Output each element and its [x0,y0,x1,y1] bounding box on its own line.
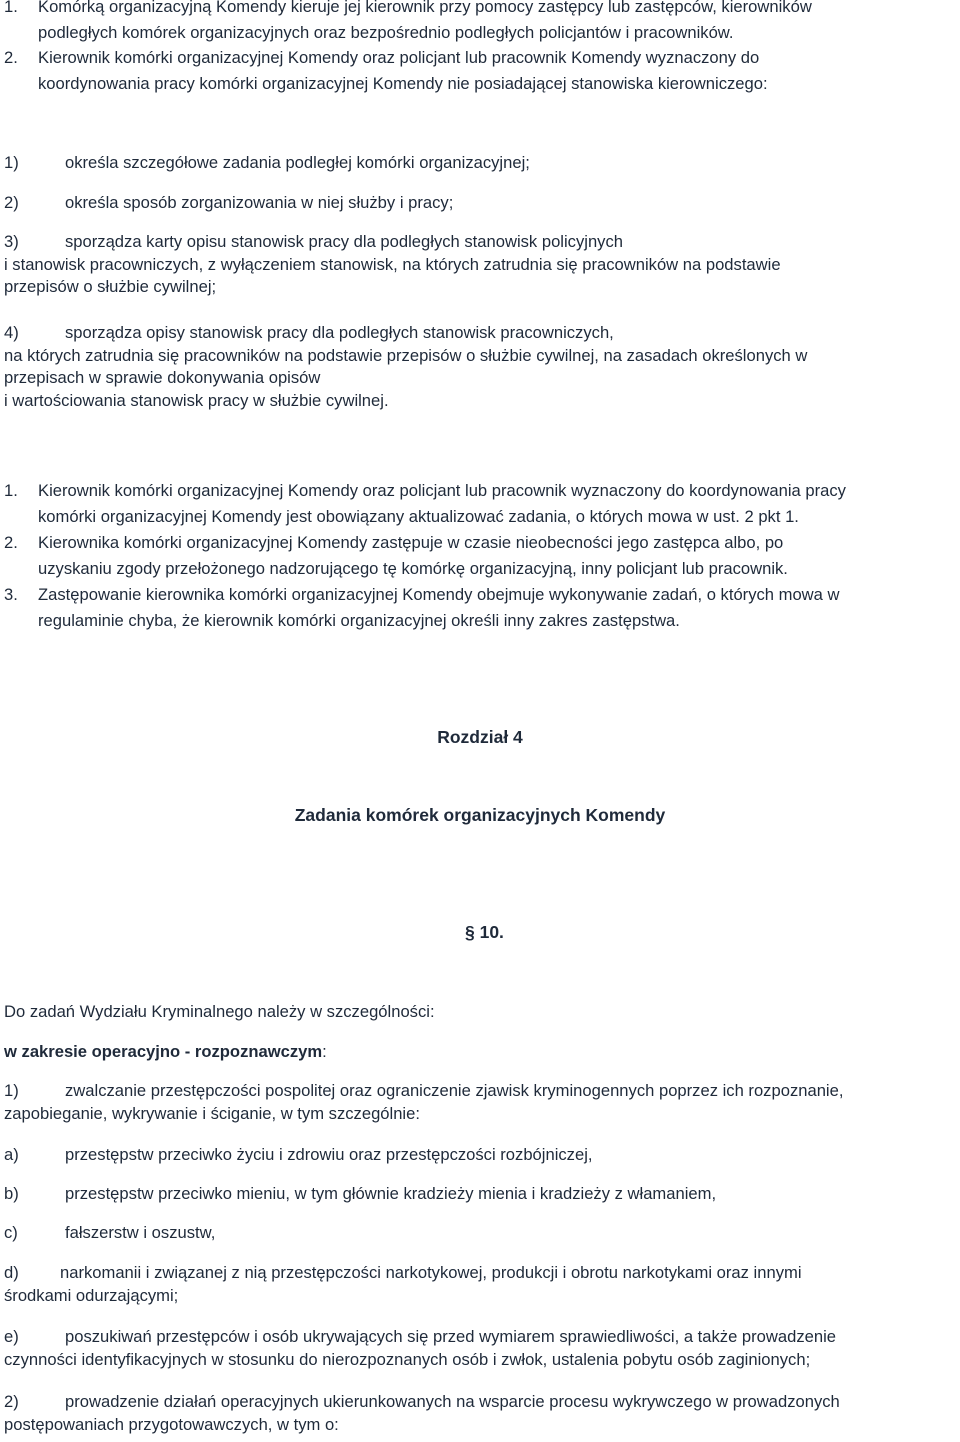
item-line: zapobieganie, wykrywanie i ściganie, w tym szczególnie: [4,1103,420,1123]
duty-item [4,231,956,299]
second-numbered-list [4,478,952,634]
item-line: Kierownik komórki organizacyjnej Komendy oraz policjant lub pracownik wyznaczony do koordynowania pracy [38,481,846,500]
item-number: 1. [4,481,18,500]
item-number: 1. [4,0,18,16]
item-number: a) [4,1145,19,1164]
item-line: określa szczegółowe zadania podległej komórki organizacyjnej; [65,153,530,172]
scope-bold: w zakresie operacyjno - rozpoznawczym [4,1042,323,1061]
list-item [4,530,952,582]
item-number: 1) [4,153,19,172]
list-item [4,582,952,634]
item-line: środkami odurzającymi; [4,1285,179,1305]
item-number: c) [4,1223,18,1242]
task-item [4,1222,956,1245]
scope-colon: : [322,1042,327,1061]
item-line: Komórką organizacyjną Komendy kieruje jej kierownik przy pomocy zastępcy lub zastępców, kierowników [38,0,812,16]
task-item [4,1262,956,1307]
item-number: 1) [4,1081,19,1100]
item-line: czynności identyfikacyjnych w stosunku do nierozpoznanych osób i zwłok, ustalenia pobytu osób zaginionych; [4,1349,811,1369]
duty-item [4,152,956,175]
item-number: e) [4,1327,19,1346]
item-line: narkomanii i związanej z nią przestępczości narkotykowej, produkcji i obrotu narkotykami oraz innymi [60,1263,802,1282]
item-line: sporządza opisy stanowisk pracy dla podległych stanowisk pracowniczych, [65,323,614,342]
item-line: komórki organizacyjnej Komendy jest obowiązany aktualizować zadania, o których mowa w ust. 2 pkt 1. [38,507,799,526]
task-item [4,1183,956,1206]
duty-item [4,322,956,412]
item-line: przestępstw przeciwko życiu i zdrowiu oraz przestępczości rozbójniczej, [65,1145,593,1164]
list-item [4,0,952,45]
item-line: podległych komórek organizacyjnych oraz bezpośrednio podległych policjantów i pracowników. [38,22,734,42]
intro-text: Do zadań Wydziału Kryminalnego należy w szczególności: [4,1002,435,1021]
item-line: i stanowisk pracowniczych, z wyłączeniem stanowisk, na których zatrudnia się pracowników na podstawie [4,254,781,274]
chapter-heading: Rozdział 4 [437,727,523,747]
item-line: przestępstw przeciwko mieniu, w tym głównie kradzieży mienia i kradzieży z włamaniem, [65,1184,717,1203]
item-number: 4) [4,323,19,342]
section-mark: § 10. [465,922,504,942]
task-item [4,1326,956,1371]
item-number: 3. [4,585,18,604]
item-line: Zastępowanie kierownika komórki organizacyjnej Komendy obejmuje wykonywanie zadań, o których mowa w [38,585,840,604]
chapter-title: Zadania komórek organizacyjnych Komendy [294,805,666,825]
item-line: fałszerstw i oszustw, [65,1223,216,1242]
item-line: Kierownik komórki organizacyjnej Komendy oraz policjant lub pracownik Komendy wyznaczony do [38,48,760,67]
list-item [4,478,952,530]
item-number: d) [4,1263,19,1282]
task-item [4,1080,956,1125]
item-number: 2) [4,1392,19,1411]
scope-heading [4,1041,956,1064]
item-line: określa sposób zorganizowania w niej służby i pracy; [65,193,454,212]
item-number: 2. [4,48,18,67]
duty-item [4,192,956,215]
item-number: 2. [4,533,18,552]
item-line: i wartościowania stanowisk pracy w służbie cywilnej. [4,390,389,410]
item-line: zwalczanie przestępczości pospolitej oraz ograniczenie zjawisk kryminogennych poprzez ich rozpoznanie, [65,1081,844,1100]
item-line: przepisach w sprawie dokonywania opisów [4,368,321,387]
item-number: b) [4,1184,19,1203]
item-line: sporządza karty opisu stanowisk pracy dla podległych stanowisk policyjnych [65,232,624,251]
item-line: poszukiwań przestępców i osób ukrywających się przed wymiarem sprawiedliwości, a także prowadzenie [65,1327,837,1346]
item-line: Kierownika komórki organizacyjnej Komendy zastępuje w czasie nieobecności jego zastępca albo, po [38,533,784,552]
item-line: prowadzenie działań operacyjnych ukierunkowanych na wsparcie procesu wykrywczego w prowadzonych [65,1392,840,1411]
item-line: koordynowania pracy komórki organizacyjnej Komendy nie posiadającej stanowiska kierowniczego: [38,73,768,93]
item-line: na których zatrudnia się pracowników na podstawie przepisów o służbie cywilnej, na zasadach określonych w [4,345,808,365]
task-item [4,1391,956,1436]
task-item [4,1144,956,1167]
item-number: 2) [4,193,19,212]
list-item [4,45,952,96]
item-line: przepisów o służbie cywilnej; [4,277,217,296]
item-line: regulaminie chyba, że kierownik komórki organizacyjnej określi inny zakres zastępstwa. [38,611,680,630]
item-number: 3) [4,232,19,251]
top-numbered-list [4,0,952,96]
item-line: uzyskaniu zgody przełożonego nadzorującego tę komórkę organizacyjną, inny policjant lub pracownik. [38,559,788,578]
item-line: postępowaniach przygotowawczych, w tym o: [4,1414,339,1434]
